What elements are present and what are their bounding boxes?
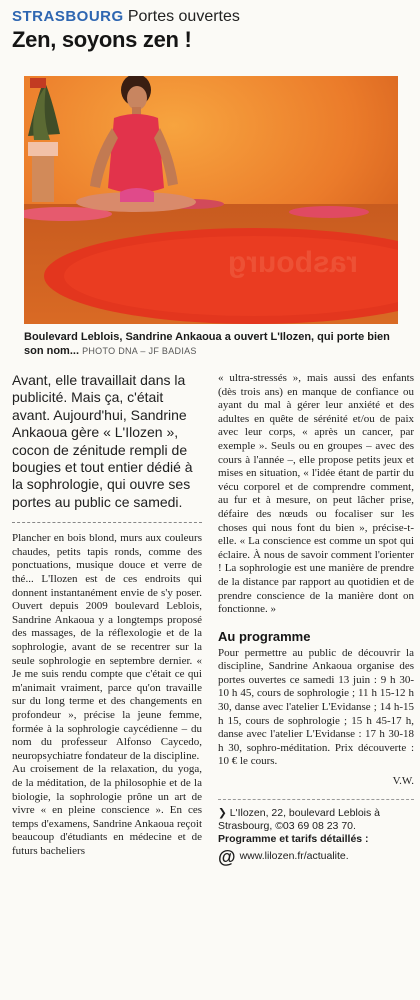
programme-heading: Au programme (218, 628, 311, 644)
body-paragraph: Au croisement de la relaxation, du yoga, de la méditation, de la philosophie et de la biologie, la sophrologie prône un art de vivre « en pleine conscience ». En ces temps d'examens, Sandrine Ankaoua reçoit beaucoup d'étudiants en médecine et de futurs bacheliers (12, 763, 202, 857)
lead-paragraph: Avant, elle travaillait dans la publicité. Mais ça, c'était avant. Aujourd'hui, Sandrine Ankaoua gère « L'Ilozen », cocon de zénitude rempli de bougies et tout entier dédié à la sophrologie, qui ouvre ses portes au public ce samedi. (12, 372, 193, 510)
details-label: Programme et tarifs détaillés : (218, 832, 369, 845)
photo-credit: PHOTO DNA – JF BADIAS (82, 346, 197, 356)
address-line (218, 807, 414, 833)
author-signature: V.W. (392, 775, 414, 788)
caption-text: Boulevard Leblois, Sandrine Ankaoua a ouvert L'Ilozen, qui porte bien son nom... (24, 331, 390, 357)
pink-cushion (289, 206, 369, 218)
section-label: STRASBOURG (12, 8, 124, 25)
photo-watermark: rasbourg (227, 246, 358, 279)
address-text: L'Ilozen, 22, boulevard Leblois à Strasbourg, ©03 69 08 23 70. (218, 806, 380, 832)
website-link[interactable]: www.lilozen.fr/actualite. (239, 850, 349, 863)
right-column (218, 372, 414, 866)
rubric-label: Portes ouvertes (127, 8, 240, 25)
article-header (12, 8, 412, 53)
headline: Zen, soyons zen ! (12, 27, 192, 52)
section-line (12, 8, 412, 26)
lead-divider (12, 522, 202, 523)
programme-text: Pour permettre au public de découvrir la discipline, Sandrine Ankaoua organise des portes ouvertes ce samedi 13 juin : 9 h 30-10 h 45, cours de sophrologie ; 11 h 15-12 h 30, danse avec l'atelier L'Evidanse ; 14 h-15 h 15, cours de sophrologie ; 15 h 45-17 h, danse avec l'atelier L'Evidanse : 17 h 30-18 h 30, sophro-méditation. Prix découverte : 10 € le cours. (218, 646, 414, 768)
info-box (218, 799, 414, 866)
body-paragraph: Plancher en bois blond, murs aux couleurs chaudes, petits tapis ronds, comme des ponctuations, musique douce et verre de thé... L'Ilozen est de ces endroits qui donnent instantanément envie de s'y poser. Ouvert depuis 2009 boulevard Leblois, Sandrine Ankaoua y a longtemps proposé des massages, de la réflexologie et de la sophrologie, avant de se recentrer sur la seule sophrologie en septembre dernier. « Je me suis rendu compte que c'était ce qui m'animait vraiment, parce qu'on travaille sur du long terme et des changements en profondeur », précise la jeune femme, formée à la sophrologie caycédienne – du nom du professeur Alfonso Caycedo, neuropsychiatre fondateur de la discipline. (12, 532, 202, 762)
article-photo (24, 76, 398, 324)
website-line (218, 848, 414, 866)
photo-caption (24, 330, 398, 358)
left-column (12, 372, 202, 859)
at-sign-icon: @ (218, 846, 236, 867)
body-paragraph: « ultra-stressés », mais aussi des enfants (dès trois ans) en manque de confiance ou ayant du mal à gérer leur anxiété et des adultes en quête de sérénité et/ou de paix avec leur corps, « après un cancer, par exemple ». Seuls ou en groupes – avec des cours à l'année –, elle propose petits jeux et mises en situation, « l'idée étant de partir du vécu corporel et de comprendre comment, au fur et à mesure, on peut lâcher prise, défaire des nœuds ou focaliser sur les choses qui nous font du bien », précise-t-elle. « La conscience est comme un spot qui éclaire. À nous de savoir comment l'orienter ! La sophrologie est une manière de prendre de la distance par rapport au quotidien et de prendre conscience de la manière dont on fonctionne. » (218, 372, 414, 616)
arrow-icon: ❯ (218, 806, 230, 819)
